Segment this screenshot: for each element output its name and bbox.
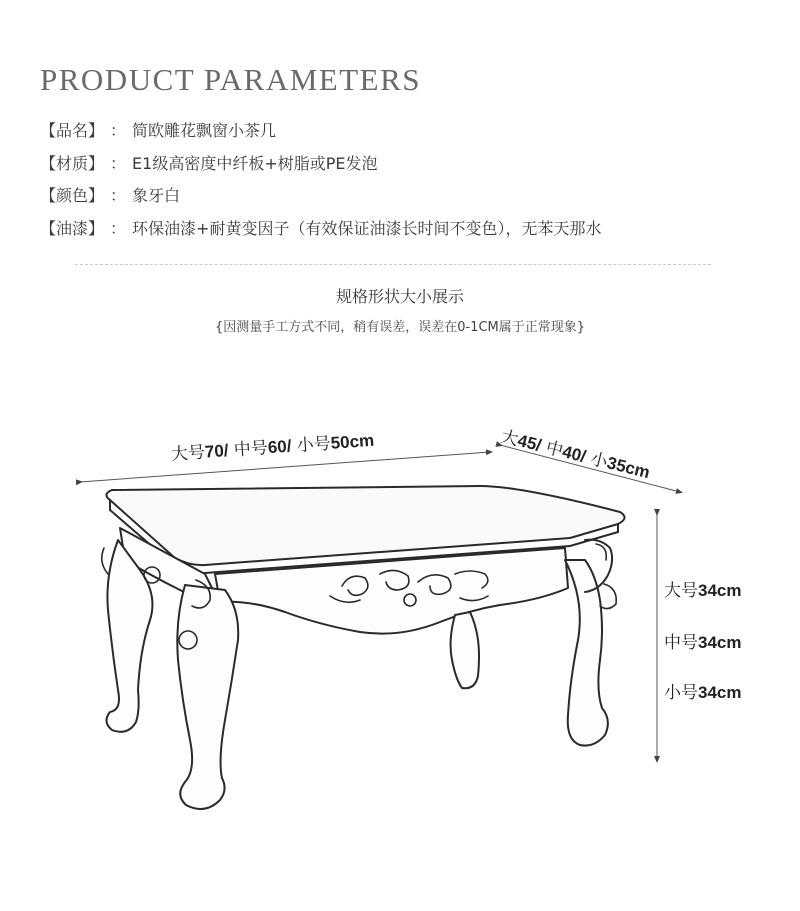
width-value-medium: 40/ xyxy=(560,442,588,467)
param-label: 【颜色】 xyxy=(40,186,105,205)
length-value-small: 50cm xyxy=(330,430,375,453)
page-title: PRODUCT PARAMETERS xyxy=(40,62,422,97)
height-prefix: 中号 xyxy=(664,633,698,653)
width-prefix-large: 大 xyxy=(498,426,521,451)
param-separator: ： xyxy=(110,219,127,238)
height-label-large xyxy=(664,576,741,601)
height-prefix: 小号 xyxy=(664,683,698,703)
param-separator: ： xyxy=(110,121,127,140)
param-value: 环保油漆+耐黄变因子（有效保证油漆长时间不变色），无苯天那水 xyxy=(132,219,602,238)
length-prefix-medium: 中号 xyxy=(227,438,269,461)
section-note: {因测量手工方式不同，稍有误差，误差在0-1CM属于正常现象} xyxy=(214,320,586,335)
param-value: 象牙白 xyxy=(132,186,181,205)
height-label-small xyxy=(664,678,741,703)
length-prefix-large: 大号 xyxy=(170,442,206,465)
param-label: 【油漆】 xyxy=(40,219,105,238)
param-value: E1级高密度中纤板+树脂或PE发泡 xyxy=(132,154,378,173)
height-label-medium xyxy=(664,628,741,653)
height-value: 34cm xyxy=(698,581,742,600)
param-separator: ： xyxy=(110,154,127,173)
height-prefix: 大号 xyxy=(664,581,698,601)
length-prefix-small: 小号 xyxy=(290,433,332,457)
height-value: 34cm xyxy=(698,683,742,702)
param-label: 【材质】 xyxy=(40,154,105,173)
width-prefix-medium: 中 xyxy=(538,436,565,462)
length-value-medium: 60/ xyxy=(267,436,293,458)
width-prefix-small: 小 xyxy=(583,447,610,473)
width-value-small: 35cm xyxy=(605,453,652,483)
height-value: 34cm xyxy=(698,633,742,652)
width-value-large: 45/ xyxy=(515,430,544,456)
param-label: 【品名】 xyxy=(40,121,105,140)
param-value: 简欧雕花飘窗小茶几 xyxy=(132,121,277,140)
param-separator: ： xyxy=(110,186,127,205)
section-heading: 规格形状大小展示 xyxy=(335,287,464,306)
length-value-large: 70/ xyxy=(204,440,230,462)
